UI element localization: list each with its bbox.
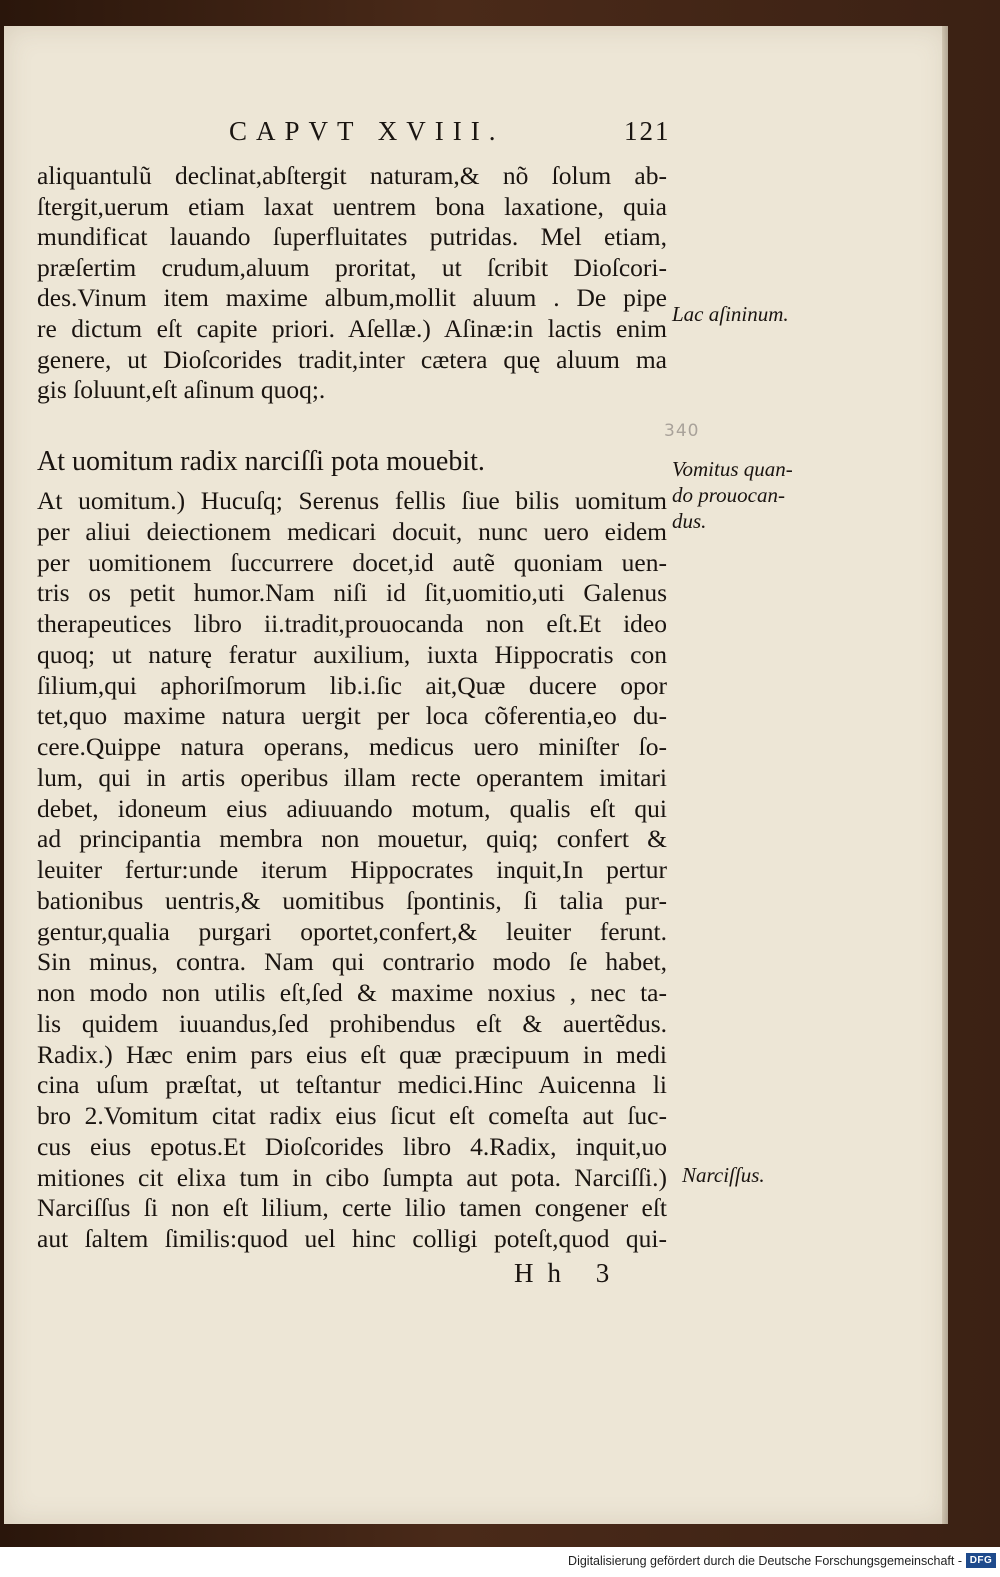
text-line: tris os petit humor.Nam niſi id ſit,uomitio,uti Galenus xyxy=(37,578,667,608)
margin-note-vomitus-1: Vomitus quan- xyxy=(672,457,793,481)
text-line: lum, qui in artis operibus illam recte operantem imitari xyxy=(37,762,667,792)
text-line: leuiter fertur:unde iterum Hippocrates inquit,In pertur xyxy=(37,855,667,884)
text-line: ſilium,qui aphoriſmorum lib.i.ſic ait,Quæ ducere opor xyxy=(37,670,667,700)
text-line: cere.Quippe natura operans, medicus uero miniſter ſo- xyxy=(37,732,667,761)
text-line: therapeutices libro ii.tradit,prouocanda non eſt.Et ideo xyxy=(37,609,667,638)
text-line: lis quidem iuuandus,ſed prohibendus eſt & auertẽdus. xyxy=(37,1008,667,1038)
running-head xyxy=(4,116,948,156)
text-line: At uomitum.) Hucuſq; Serenus fellis ſiue bilis uomitum xyxy=(37,486,667,515)
text-line: aut ſaltem ſimilis:quod uel hinc colligi poteſt,quod qui- xyxy=(37,1224,667,1253)
text-block-top xyxy=(37,161,667,406)
footer-bar xyxy=(0,1547,1000,1577)
text-block-main xyxy=(37,486,667,1255)
text-line: cina uſum præſtat, ut teſtantur medici.Hinc Auicenna li xyxy=(37,1070,667,1100)
book-page xyxy=(4,26,948,1524)
footer-credit: Digitalisierung gefördert durch die Deutsche Forschungsgemeinschaft - xyxy=(568,1554,962,1568)
text-line: bationibus uentris,& uomitibus ſpontinis, ſi talia pur- xyxy=(37,885,667,915)
text-line: gis ſoluunt,eſt aſinum quoq;. xyxy=(37,375,326,405)
text-line: mundificat lauando ſuperfluitates putridas. Mel etiam, xyxy=(37,222,667,252)
text-line: per aliui deiectionem medicari docuit, nunc uero eidem xyxy=(37,516,667,546)
text-line: ad principantia membra non mouetur, quiq; confert & xyxy=(37,824,667,854)
margin-note-vomitus-2: do prouocan- xyxy=(672,483,785,507)
text-line: Narciſſus ſi non eſt lilium, certe lilio tamen congener eſt xyxy=(37,1193,667,1223)
text-line: bro 2.Vomitum citat radix eius ſicut eſt comeſta aut ſuc- xyxy=(37,1101,667,1130)
text-line: Sin minus, contra. Nam qui contrario modo ſe habet, xyxy=(37,947,667,977)
page-edge xyxy=(942,26,948,1524)
text-line: per uomitionem ſuccurrere docet,id autẽ quoniam uen- xyxy=(37,547,667,577)
pencil-annotation: 340 xyxy=(664,421,700,441)
page-number: 121 xyxy=(624,116,671,146)
text-line: Radix.) Hæc enim pars eius eſt quæ præcipuum in medi xyxy=(37,1039,667,1069)
text-line: tet,quo maxime natura uergit per loca cõferentia,eo du- xyxy=(37,701,667,731)
text-line: re dictum eſt capite priori. Aſellæ.) Aſinæ:in lactis enim xyxy=(37,313,667,343)
text-line: quoq; ut naturę feratur auxilium, iuxta Hippocratis con xyxy=(37,639,667,669)
margin-note-vomitus-3: dus. xyxy=(672,509,707,533)
text-line: aliquantulũ declinat,abſtergit naturam,& nõ ſolum ab- xyxy=(37,161,667,190)
text-line: ſtergit,uerum etiam laxat uentrem bona laxatione, quia xyxy=(37,191,667,221)
text-line: des.Vinum item maxime album,mollit aluum . De pipe xyxy=(37,283,667,313)
text-line: genere, ut Dioſcorides tradit,inter cætera quę aluum ma xyxy=(37,344,667,374)
text-line: cus eius epotus.Et Dioſcorides libro 4.Radix, inquit,uo xyxy=(37,1131,667,1161)
margin-note-lac: Lac aſininum. xyxy=(672,302,789,326)
verse-line: At uomitum radix narciſſi pota mouebit. xyxy=(37,446,485,477)
signature-mark: Hh 3 xyxy=(514,1258,624,1288)
text-line: præſertim crudum,aluum proritat, ut ſcribit Dioſcori- xyxy=(37,252,667,282)
text-line: non modo non utilis eſt,ſed & maxime noxius , nec ta- xyxy=(37,978,667,1007)
text-line: debet, idoneum eius adiuuando motum, qualis eſt qui xyxy=(37,793,667,823)
margin-note-narcissus: Narciſſus. xyxy=(682,1163,765,1187)
dfg-logo: DFG xyxy=(966,1553,996,1568)
text-line: mitiones cit elixa tum in cibo ſumpta aut pota. Narciſſi.) xyxy=(37,1162,667,1192)
text-line: gentur,qualia purgari oportet,confert,& leuiter ferunt. xyxy=(37,916,667,946)
chapter-title: CAPVT XVIII. xyxy=(229,116,505,146)
